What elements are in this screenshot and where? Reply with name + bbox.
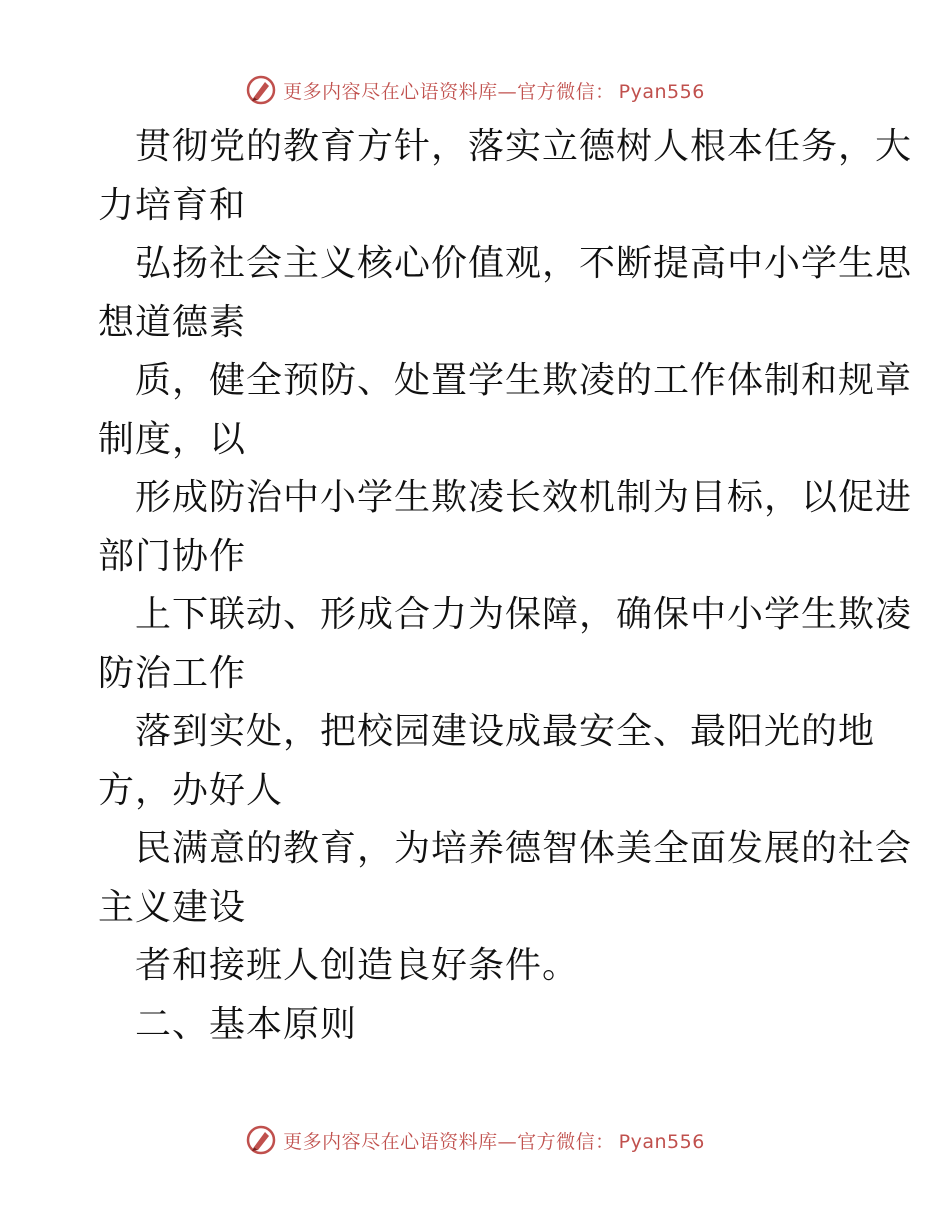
text-line: 制度，以 [98, 418, 247, 460]
header-watermark [0, 70, 950, 110]
document-body [98, 118, 913, 1054]
text-line: 者和接班人创造良好条件。 [135, 945, 580, 986]
section-heading: 二、基本原则 [135, 1003, 358, 1045]
text-line: 质，健全预防、处置学生欺凌的工作体制和规章 [135, 360, 913, 401]
text-line: 方，办好人 [98, 769, 284, 811]
wechat-id: Pyan556 [618, 1130, 705, 1153]
watermark-text: 更多内容尽在心语资料库—官方微信： Pyan556 [283, 80, 705, 103]
pen-logo-icon [245, 1124, 277, 1156]
text-line: 主义建设 [98, 886, 247, 928]
text-line: 弘扬社会主义核心价值观，不断提高中小学生思 [135, 243, 913, 284]
pen-logo-icon [245, 74, 277, 106]
text-line: 想道德素 [98, 301, 247, 343]
watermark-text: 更多内容尽在心语资料库—官方微信： Pyan556 [283, 1130, 705, 1153]
text-line: 形成防治中小学生欺凌长效机制为目标，以促进 [135, 477, 913, 518]
text-line: 上下联动、形成合力为保障，确保中小学生欺凌 [135, 594, 913, 635]
text-line: 防治工作 [98, 652, 247, 694]
text-line: 部门协作 [98, 535, 247, 577]
text-line: 贯彻党的教育方针，落实立德树人根本任务，大 [135, 126, 913, 167]
text-line: 民满意的教育，为培养德智体美全面发展的社会 [135, 828, 913, 869]
text-line: 力培育和 [98, 184, 247, 226]
footer-watermark [0, 1120, 950, 1160]
wechat-id: Pyan556 [618, 80, 705, 103]
text-line: 落到实处，把校园建设成最安全、最阳光的地 [135, 711, 876, 752]
